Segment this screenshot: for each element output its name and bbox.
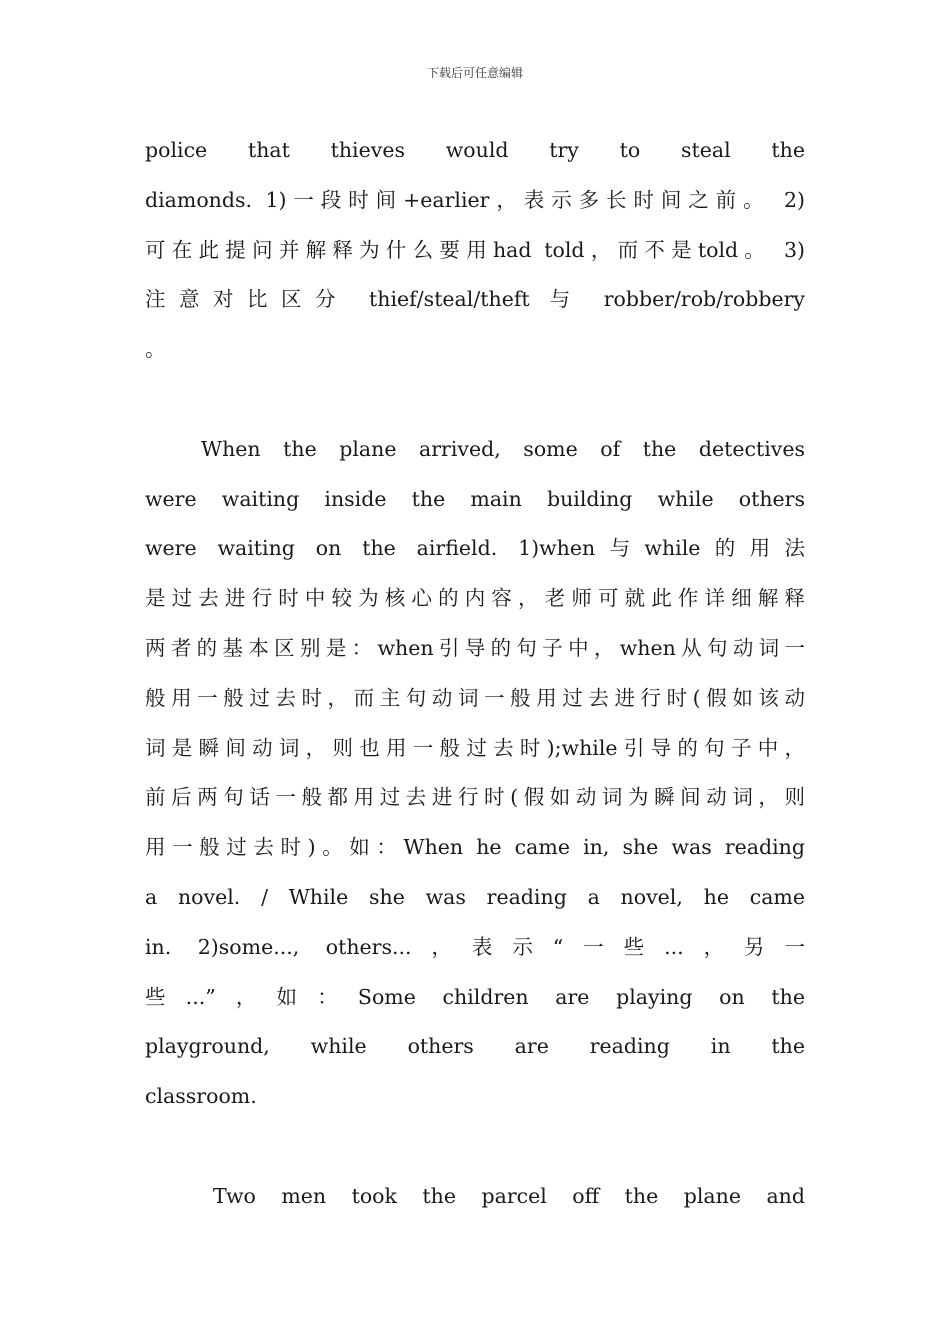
text-line: 般用一般过去时，而主句动词一般用过去进行时(假如该动	[145, 685, 805, 710]
text-line: When the plane arrived, some of the detectives	[201, 436, 805, 461]
text-line: Two men took the parcel off the plane and	[213, 1183, 805, 1208]
paragraph	[145, 429, 805, 1126]
text-line: were waiting inside the main building while others	[145, 486, 805, 511]
text-line: 注意对比区分 thief/steal/theft 与 robber/rob/robbery	[145, 287, 805, 312]
paragraph	[145, 130, 805, 379]
text-line: diamonds. 1)一段时间+earlier，表示多长时间之前。 2)	[145, 187, 805, 212]
page-header: 下载后可任意编辑	[426, 66, 523, 80]
paragraph	[145, 1176, 805, 1226]
paragraph-gap	[145, 1126, 805, 1176]
text-line: 用一般过去时)。如：When he came in, she was reading	[145, 835, 805, 860]
text-line: in. 2)some..., others...，表示“一些...，另一	[145, 934, 805, 959]
paragraph-gap	[145, 379, 805, 429]
text-line: 两者的基本区别是：when引导的句子中，when从句动词一	[145, 635, 805, 660]
text-line: police that thieves would try to steal the	[145, 138, 805, 162]
document-body	[145, 130, 805, 1226]
text-line: 前后两句话一般都用过去进行时(假如动词为瞬间动词，则	[145, 785, 805, 810]
text-line: 词是瞬间动词，则也用一般过去时);while引导的句子中，	[145, 735, 805, 760]
text-line: were waiting on the airfield. 1)when与while的用法	[145, 536, 805, 561]
text-line: classroom.	[145, 1084, 257, 1109]
text-line: 是过去进行时中较为核心的内容，老师可就此作详细解释	[145, 586, 805, 611]
text-line: 可在此提问并解释为什么要用had told，而不是told。 3)	[145, 237, 805, 262]
text-line: a novel. / While she was reading a novel, he came	[145, 884, 805, 909]
text-line: playground, while others are reading in the	[145, 1034, 805, 1059]
text-line: 些...”，如：Some children are playing on the	[145, 984, 805, 1009]
text-line: 。	[145, 337, 166, 362]
